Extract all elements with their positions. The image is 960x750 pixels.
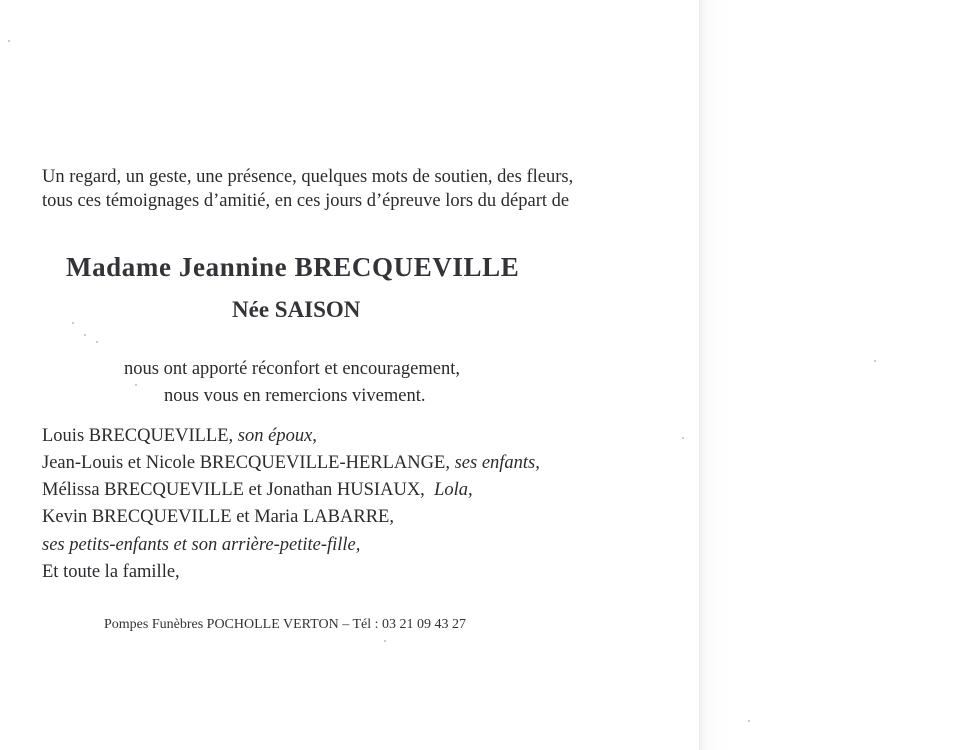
family-line-grandchild-2: Kevin BRECQUEVILLE et Maria LABARRE, <box>42 507 394 527</box>
paper-speck <box>682 437 684 439</box>
family-member-name: Louis BRECQUEVILLE, <box>42 426 238 446</box>
paper-speck <box>8 40 10 42</box>
family-line-whole-family: Et toute la famille, <box>42 562 180 582</box>
family-line-grandchild-1 <box>42 479 473 501</box>
funeral-home-footer: Pompes Funèbres POCHOLLE VERTON – Tél : 03 21 09 43 27 <box>104 617 466 632</box>
paper-speck <box>96 341 98 343</box>
family-line-grandchildren-role: ses petits-enfants et son arrière-petite-fille, <box>42 535 361 555</box>
intro-line-1: Un regard, un geste, une présence, quelques mots de soutien, des fleurs, <box>42 167 574 187</box>
maiden-name: Née SAISON <box>232 297 361 322</box>
intro-line-2: tous ces témoignages d’amitié, en ces jours d’épreuve lors du départ de <box>42 191 570 211</box>
thanks-line-1: nous ont apporté réconfort et encouragement, <box>124 359 460 379</box>
card-back-fold <box>700 0 960 750</box>
paper-speck <box>135 384 137 386</box>
paper-speck <box>84 334 86 336</box>
paper-speck <box>384 640 386 642</box>
family-line-spouse <box>42 425 317 447</box>
deceased-name: Madame Jeannine BRECQUEVILLE <box>66 252 520 282</box>
family-member-role: Lola, <box>434 480 473 500</box>
paper-speck <box>874 360 876 362</box>
family-member-name: Mélissa BRECQUEVILLE et Jonathan HUSIAUX, <box>42 480 435 500</box>
thanks-line-2: nous vous en remercions vivement. <box>164 386 426 406</box>
paper-speck <box>72 322 74 324</box>
family-member-role: ses enfants, <box>454 453 540 473</box>
paper-speck <box>748 720 750 722</box>
family-member-name: Jean-Louis et Nicole BRECQUEVILLE-HERLANGE, <box>42 453 455 473</box>
family-member-role: son époux, <box>237 426 317 446</box>
family-line-children <box>42 452 540 474</box>
